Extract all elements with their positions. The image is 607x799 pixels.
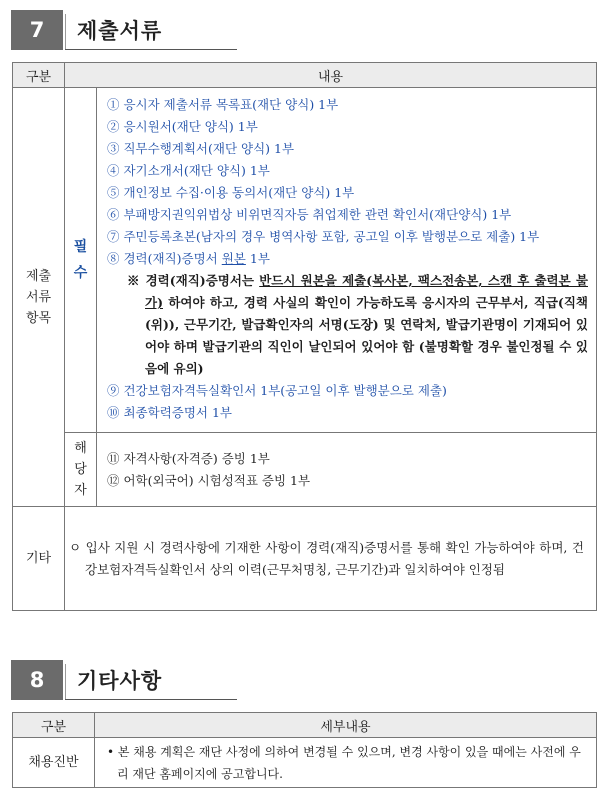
list-item: ⑦ 주민등록초본(남자의 경우 병역사항 포함, 공고일 이후 발행분으로 제출) 1부	[107, 229, 540, 244]
row-content	[95, 738, 597, 788]
row-text: • 본 채용 계획은 재단 사정에 의하여 변경될 수 있으며, 변경 사항이 있을 때에는 사전에 우리 재단 홈페이지에 공고합니다.	[107, 744, 581, 781]
header-content: 내용	[65, 63, 597, 88]
list-item: ④ 자기소개서(재단 양식) 1부	[107, 163, 270, 178]
other-label: 기타	[13, 507, 65, 611]
list-item: ⑩ 최종학력증명서 1부	[107, 405, 233, 420]
original-certificate-note: ※ 경력(재직)증명서는 반드시 원본을 제출(복사본, 팩스전송본, 스캔 후 출력본 불가) 하여야 하고, 경력 사실의 확인이 가능하도록 응시자의 근무부서, 직급(직책(위)), 근무기간, 발급확인자의 서명(도장) 및 연락처, 발급기관명이 기재되어 있어야 하며 발급기관의 직인이 날인되어 있어야 함 (불명확할 경우 불인정될 수 있음에 유의)	[127, 273, 588, 376]
header-details: 세부내용	[95, 713, 597, 738]
list-item: ⑧ 경력(재직)증명서 원본 1부	[107, 251, 270, 266]
required-list	[107, 94, 596, 270]
section-number: 8	[11, 660, 63, 700]
list-item: ⑫ 어학(외국어) 시험성적표 증빙 1부	[107, 472, 311, 488]
section-title: 기타사항	[77, 669, 163, 693]
section-title: 제출서류	[77, 19, 163, 43]
section-8-heading	[11, 660, 237, 700]
list-item: ② 응시원서(재단 양식) 1부	[107, 119, 258, 134]
list-item: ⑥ 부패방지권익위법상 비위면직자등 취업제한 관련 확인서(재단양식) 1부	[107, 207, 512, 222]
list-item: ⑪ 자격사항(자격증) 증빙 1부	[107, 450, 270, 466]
required-label: 필 수	[65, 88, 97, 433]
header-category: 구분	[13, 713, 95, 738]
required-items-cell	[97, 88, 597, 433]
section-7-heading	[11, 10, 237, 50]
category-cell: 제출 서류 항목	[13, 88, 65, 507]
list-item: ③ 직무수행계획서(재단 양식) 1부	[107, 141, 295, 156]
header-category: 구분	[13, 63, 65, 88]
other-text: ㅇ 입사 지원 시 경력사항에 기재한 사항이 경력(재직)증명서를 통해 확인 가능하여야 하며, 건강보험자격득실확인서 상의 이력(근무처명칭, 근무기간)과 일치하여야 인정됨	[69, 539, 584, 577]
other-matters-table	[12, 712, 597, 788]
other-cell	[65, 507, 597, 611]
applicable-items-cell	[97, 433, 597, 507]
list-item: ① 응시자 제출서류 목록표(재단 양식) 1부	[107, 97, 339, 112]
applicable-label: 해 당 자	[65, 433, 97, 507]
documents-table	[12, 62, 597, 611]
row-label: 채용진반	[13, 738, 95, 788]
list-item: ⑨ 건강보험자격득실확인서 1부(공고일 이후 발행분으로 제출)	[107, 383, 447, 398]
section-number: 7	[11, 10, 63, 50]
list-item: ⑤ 개인정보 수집·이용 동의서(재단 양식) 1부	[107, 185, 355, 200]
